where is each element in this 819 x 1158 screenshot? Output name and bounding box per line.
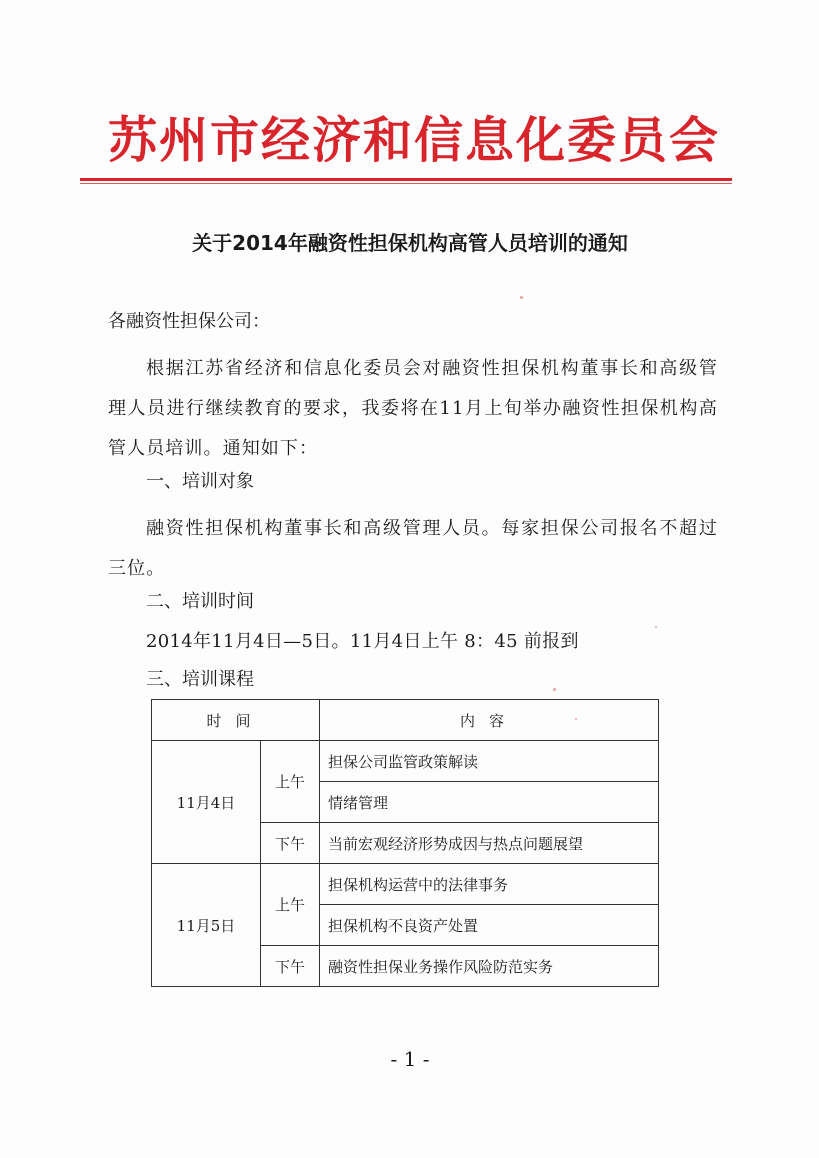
- session-pm-cell: 下午: [261, 823, 320, 864]
- section-heading-courses: 三、培训课程: [146, 669, 254, 690]
- topic-cell: 担保机构运营中的法律事务: [320, 864, 659, 905]
- date-cell: 11月5日: [152, 864, 261, 987]
- document-title: 关于2014年融资性担保机构高管人员培训的通知: [192, 231, 628, 255]
- course-schedule-table: [151, 699, 659, 987]
- header-content: 内容: [320, 700, 659, 741]
- intro-paragraph: 根据江苏省经济和信息化委员会对融资性担保机构董事长和高级管理人员进行继续教育的要求，我委将在11月上旬举办融资性担保机构高管人员培训。通知如下：: [108, 358, 718, 459]
- table-row: [152, 864, 659, 905]
- topic-cell: 担保公司监管政策解读: [320, 741, 659, 782]
- topic-cell: 情绪管理: [320, 782, 659, 823]
- scan-speck: [575, 718, 577, 720]
- table-row: [152, 741, 659, 782]
- section-heading-audience: 一、培训对象: [146, 471, 254, 492]
- masthead-red-rule-thin: [80, 183, 732, 184]
- masthead-title: 苏州市经济和信息化委员会: [108, 111, 721, 169]
- time-paragraph: 2014年11月4日—5日。11月4日上午 8：45 前报到: [146, 631, 579, 652]
- page-number: - 1 -: [390, 1047, 430, 1071]
- session-pm-cell: 下午: [261, 946, 320, 987]
- audience-paragraph: 融资性担保机构董事长和高级管理人员。每家担保公司报名不超过三位。: [108, 518, 718, 579]
- scan-speck: [520, 296, 523, 299]
- topic-cell: 担保机构不良资产处置: [320, 905, 659, 946]
- session-am-cell: 上午: [261, 741, 320, 823]
- header-time: 时间: [152, 700, 320, 741]
- topic-cell: 融资性担保业务操作风险防范实务: [320, 946, 659, 987]
- topic-cell: 当前宏观经济形势成因与热点问题展望: [320, 823, 659, 864]
- date-cell: 11月4日: [152, 741, 261, 864]
- section-heading-time: 二、培训时间: [146, 591, 254, 612]
- scan-speck: [655, 626, 657, 628]
- salutation: 各融资性担保公司：: [108, 311, 270, 332]
- table-header-row: [152, 700, 659, 741]
- masthead-red-rule: [80, 178, 732, 181]
- scan-speck: [553, 688, 556, 691]
- session-am-cell: 上午: [261, 864, 320, 946]
